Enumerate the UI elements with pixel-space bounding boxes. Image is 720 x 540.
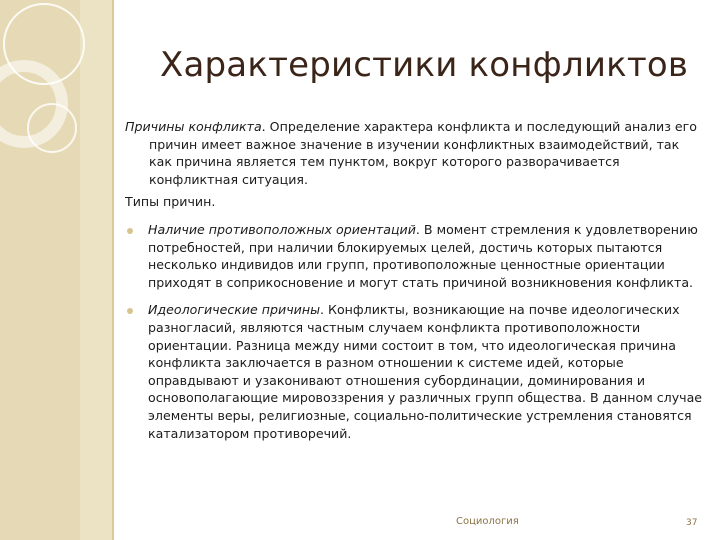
bullet-lead: Идеологические причины bbox=[148, 302, 321, 318]
bullet-text: . В момент стремления к удовлетворению потребностей, при наличии блокируемых целей, достичь которых пытаются несколько индивидов или групп, противоположные ценностные ориентации приходят в соприкосновение и могут стать причиной возникновения конфликта. bbox=[148, 221, 698, 290]
intro-paragraph bbox=[125, 118, 703, 188]
bullet-item bbox=[125, 301, 703, 442]
bullet-dot-icon bbox=[127, 228, 133, 234]
page-number: 37 bbox=[686, 518, 698, 528]
slide-title: Характеристики конфликтов bbox=[160, 45, 689, 85]
intro-lead: Причины конфликта bbox=[125, 119, 262, 134]
intro-text: . Определение характера конфликта и последующий анализ его причин имеет важное значение в изучении конфликтных взаимодействий, так как причина является тем пунктом, вокруг которого разворачивается конфликтная ситуация. bbox=[149, 119, 698, 187]
footer-label: Социология bbox=[456, 516, 519, 527]
slide-body bbox=[125, 118, 703, 452]
bullet-dot-icon bbox=[127, 308, 133, 314]
bullet-item bbox=[125, 221, 703, 291]
types-heading: Типы причин. bbox=[125, 194, 216, 210]
bullet-lead: Наличие противоположных ориентаций bbox=[148, 221, 416, 237]
bullet-text: . Конфликты, возникающие на почве идеологических разногласий, являются частным случаем конфликта противоположности ориентации. Разница между ними состоит в том, что идеологическая причина конфликта заключается в разном отношении к системе идей, которые оправдывают и узаконивают отношения субординации, доминирования и основополагающие мировоззрения у различных групп общества. В данном случае элементы веры, религиозные, социально-политические устремления становятся катализатором противоречий. bbox=[148, 302, 703, 441]
